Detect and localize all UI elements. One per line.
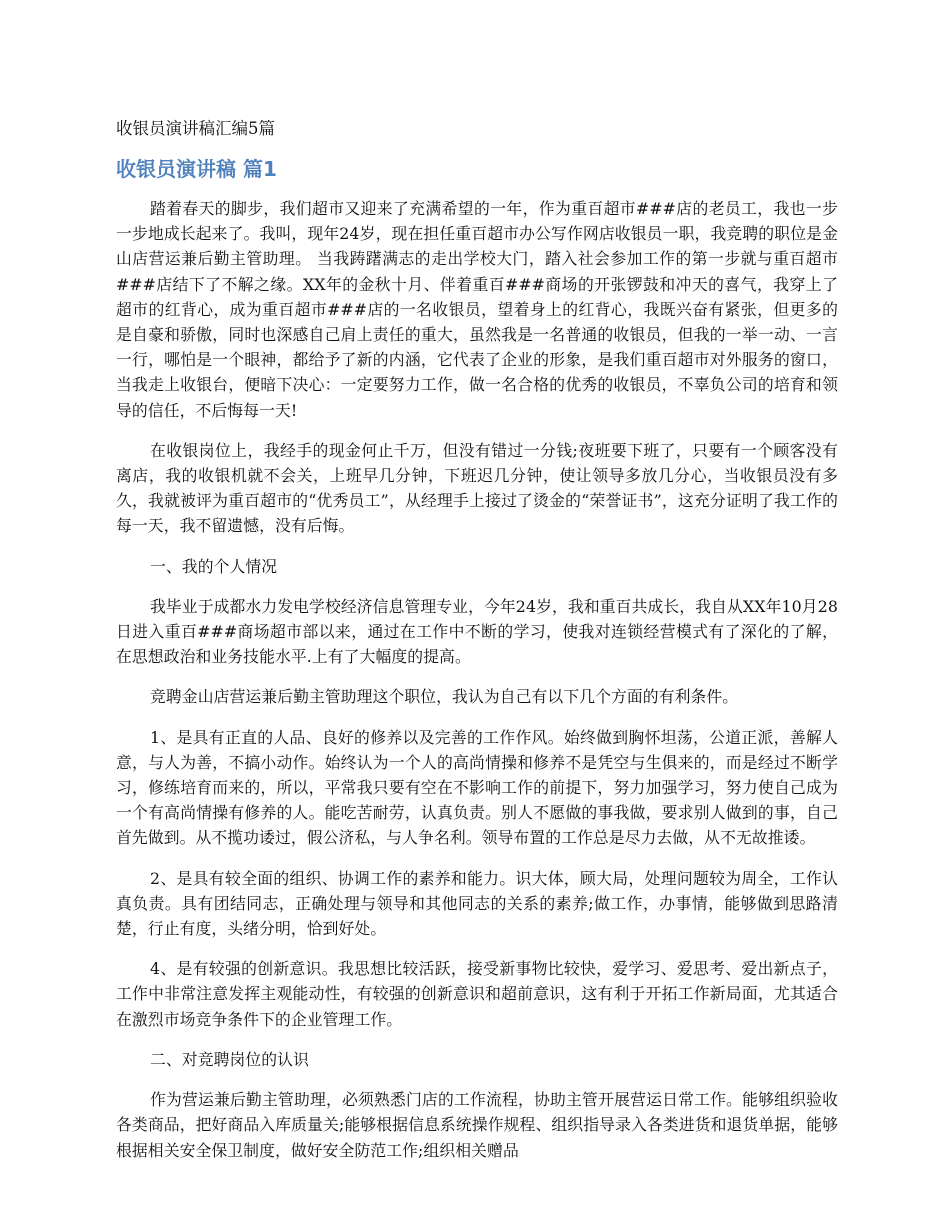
paragraph-condition-2: 2、是具有较全面的组织、协调工作的素养和能力。识大体，顾大局，处理问题较为周全，工作认真负责。具有团结同志，正确处理与领导和其他同志的关系的素养;做工作，办事情，能够做到思路清楚，行止有度，头绪分明，恰到好处。 (116, 868, 838, 939)
document-body (116, 118, 838, 1178)
paragraph-position-duties: 作为营运兼后勤主管助理，必须熟悉门店的工作流程，协助主管开展营运日常工作。能够组织验收各类商品，把好商品入库质量关;能够根据信息系统操作规程、组织指导录入各类进货和退货单据，能够根据相关安全保卫制度，做好安全防范工作;组织相关赠品 (116, 1090, 838, 1160)
paragraph-education: 我毕业于成都水力发电学校经济信息管理专业，今年24岁，我和重百共成长，我自从XX年10月28日进入重百###商场超市部以来，通过在工作中不断的学习，使我对连锁经营模式有了深化的了解，在思想政治和业务技能水平.上有了大幅度的提高。 (116, 596, 838, 667)
paragraph-cashier-work: 在收银岗位上，我经手的现金何止千万，但没有错过一分钱;夜班要下班了，只要有一个顾客没有离店，我的收银机就不会关，上班早几分钟，下班迟几分钟，使让领导多放几分心，当收银员没有多久，我就被评为重百超市的“优秀员工”，从经理手上接过了烫金的“荣誉证书”，这充分证明了我工作的每一天，我不留遗憾，没有后悔。 (116, 440, 838, 536)
document-title: 收银员演讲稿汇编5篇 (116, 119, 275, 138)
paragraph-intro: 踏着春天的脚步，我们超市又迎来了充满希望的一年，作为重百超市###店的老员工，我也一步一步地成长起来了。我叫，现年24岁，现在担任重百超市办公写作网店收银员一职，我竞聘的职位是金山店营运兼后勤主管助理。 当我踌躇满志的走出学校大门，踏入社会参加工作的第一步就与重百超市###店结下了不解之缘。XX年的金秋十月、伴着重百###商场的开张锣鼓和冲天的喜气，我穿上了超市的红背心，成为重百超市###店的一名收银员，望着身上的红背心，我既兴奋有紧张，但更多的是自豪和骄傲，同时也深感自己肩上责任的重大，虽然我是一名普通的收银员，但我的一举一动、一言一行，哪怕是一个眼神，都给予了新的内涵，它代表了企业的形象，是我们重百超市对外服务的窗口，当我走上收银台，便暗下决心：一定要努力工作，做一名合格的优秀的收银员，不辜负公司的培育和领导的信任，不后悔每一天! (116, 199, 838, 420)
subheading-position-understanding: 二、对竞聘岗位的认识 (150, 1049, 309, 1069)
paragraph-conditions-intro: 竞聘金山店营运兼后勤主管助理这个职位，我认为自己有以下几个方面的有利条件。 (150, 687, 739, 707)
subheading-personal-info: 一、我的个人情况 (150, 556, 278, 576)
paragraph-condition-4: 4、是有较强的创新意识。我思想比较活跃，接受新事物比较快，爱学习、爱思考、爱出新点子，工作中非常注意发挥主观能动性，有较强的创新意识和超前意识，这有利于开拓工作新局面，尤其适合在激烈市场竞争条件下的企业管理工作。 (116, 959, 838, 1029)
section-heading: 收银员演讲稿 篇1 (116, 157, 277, 181)
paragraph-condition-1: 1、是具有正直的人品、良好的修养以及完善的工作作风。始终做到胸怀坦荡，公道正派，善解人意，与人为善，不搞小动作。始终认为一个人的高尚情操和修养不是凭空与生俱来的，而是经过不断学习，修练培育而来的，所以，平常我只要有空在不影响工作的前提下，努力加强学习，努力使自己成为一个有高尚情操有修养的人。能吃苦耐劳，认真负责。别人不愿做的事我做，要求别人做到的事，自己首先做到。从不揽功诿过，假公济私，与人争名利。领导布置的工作总是尽力去做，从不无故推诿。 (116, 727, 838, 848)
